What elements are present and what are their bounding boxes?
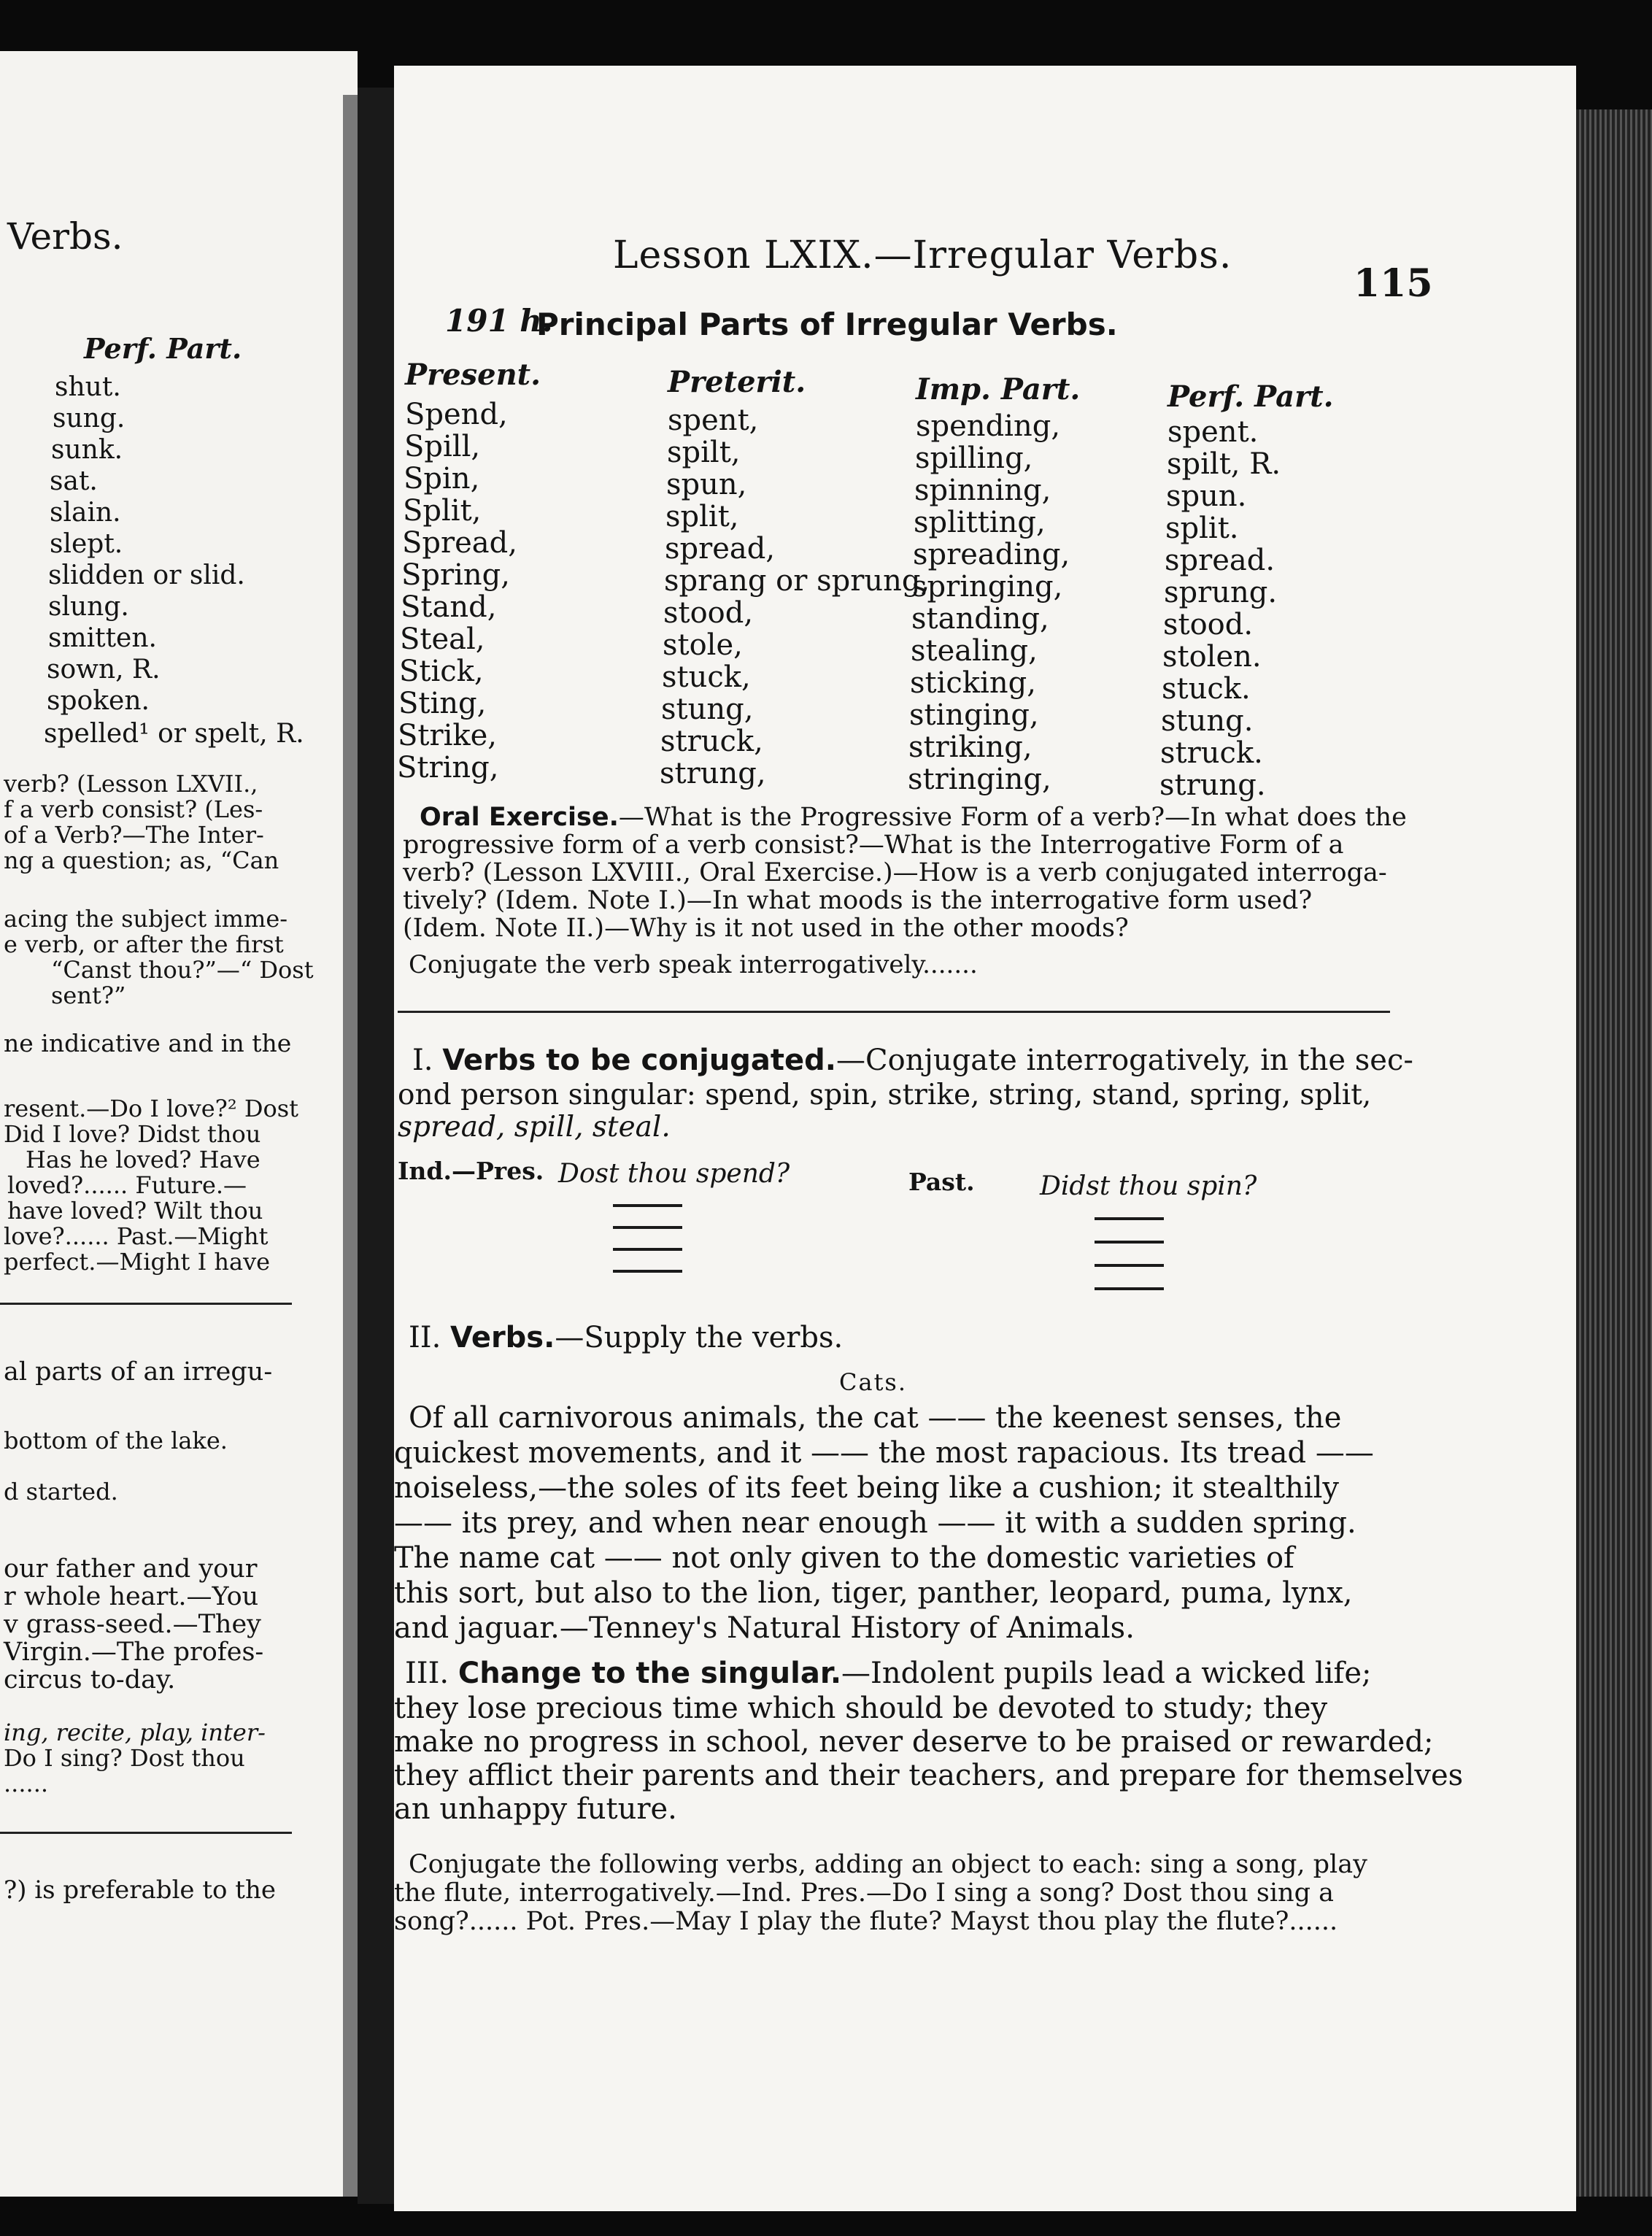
left-text-line: d started.: [4, 1478, 118, 1506]
left-text-line: sent?”: [51, 982, 126, 1009]
left-perf-part: sung.: [53, 404, 126, 433]
cats-paragraph-line: this sort, but also to the lion, tiger, panther, leopard, puma, lynx,: [394, 1576, 1353, 1610]
left-text-line: Do I sing? Dost thou: [4, 1744, 245, 1772]
exercise-2-title: Verbs.: [450, 1321, 555, 1354]
oral-exercise-line: [420, 803, 1407, 832]
answer-blank: [613, 1248, 682, 1251]
verb-table-cell: stole,: [663, 628, 743, 662]
left-text-line: Has he loved? Have: [26, 1146, 260, 1173]
verb-table-cell: Spill,: [404, 430, 481, 463]
verb-table-cell: Strike,: [398, 719, 498, 752]
left-text-line: have loved? Wilt thou: [7, 1197, 263, 1225]
verb-table-cell: spilt,: [667, 436, 741, 469]
left-text-line: of a Verb?—The Inter-: [4, 821, 264, 849]
ind-pres-label: Ind.—Pres.: [398, 1157, 544, 1185]
verb-table-cell: sticking,: [910, 666, 1036, 700]
left-text-line: resent.—Do I love?² Dost: [4, 1095, 299, 1122]
final-paragraph-line: the flute, interrogatively.—Ind. Pres.—Do I sing a song? Dost thou sing a: [394, 1878, 1334, 1908]
left-perf-part: spelled¹ or spelt, R.: [44, 719, 304, 749]
left-perf-part: smitten.: [48, 623, 157, 653]
left-text-line: Did I love? Didst thou: [4, 1120, 261, 1148]
verb-table-cell: Spread,: [402, 526, 517, 560]
verb-table-cell: spread,: [665, 532, 776, 566]
oral-exercise-line: (Idem. Note II.)—Why is it not used in the other moods?: [403, 914, 1129, 943]
verb-table-cell: sprung.: [1164, 576, 1278, 609]
verb-table-cell: Spring,: [401, 558, 511, 592]
exercise-3-title: Change to the singular.: [458, 1657, 842, 1690]
section-title: Principal Parts of Irregular Verbs.: [536, 307, 1118, 342]
exercise-3-line: an unhappy future.: [394, 1792, 677, 1826]
verb-table-cell: stolen.: [1162, 640, 1262, 674]
verb-table-cell: split.: [1165, 512, 1239, 545]
verb-table-cell: Stand,: [401, 590, 497, 624]
verb-table-cell: strung,: [660, 757, 766, 790]
page-number: 115: [1354, 261, 1433, 306]
exercise-1-numeral: I.: [412, 1044, 433, 1077]
exercise-1-line: spread, spill, steal.: [398, 1111, 671, 1144]
verb-table-cell: stealing,: [911, 634, 1038, 668]
conjugate-speak-line: Conjugate the verb speak interrogatively.......: [409, 950, 978, 979]
final-paragraph-line: song?...... Pot. Pres.—May I play the flute? Mayst thou play the flute?......: [394, 1907, 1338, 1936]
left-column-head: Perf. Part.: [84, 332, 242, 365]
section-divider: [398, 1011, 1390, 1013]
exercise-2-instruction: —Supply the verbs.: [555, 1321, 844, 1354]
exercise-1-text: —Conjugate interrogatively, in the sec-: [836, 1044, 1413, 1077]
exercise-2-subtitle: Cats.: [839, 1368, 908, 1396]
verb-table-cell: spun,: [666, 468, 747, 501]
verb-table-cell: stinging,: [909, 698, 1039, 732]
left-text-line: f a verb consist? (Les-: [4, 795, 263, 823]
oral-exercise-text: —What is the Progressive Form of a verb?—In what does the: [618, 803, 1407, 832]
verb-table-cell: spending,: [916, 409, 1061, 443]
verb-table-cell: spilt, R.: [1167, 447, 1281, 481]
left-text-line: “Canst thou?”—“ Dost: [51, 956, 314, 984]
left-text-line: loved?...... Future.—: [7, 1171, 247, 1199]
exercise-2-numeral: II.: [409, 1321, 441, 1354]
exercise-1-line: ond person singular: spend, spin, strike, string, stand, spring, split,: [398, 1079, 1372, 1111]
verb-table-cell: stood.: [1163, 608, 1254, 641]
verb-table-cell: spent,: [668, 404, 759, 437]
left-text-line: e verb, or after the first: [4, 930, 284, 958]
exercise-1-heading: [412, 1044, 1413, 1077]
past-example: Didst thou spin?: [1040, 1171, 1257, 1201]
exercise-3-numeral: III.: [405, 1657, 449, 1690]
col-head-present: Present.: [405, 358, 541, 392]
cats-paragraph-line: noiseless,—the soles of its feet being like a cushion; it stealthily: [394, 1471, 1339, 1505]
verb-table-cell: split,: [665, 500, 739, 533]
oral-exercise-line: verb? (Lesson LXVIII., Oral Exercise.)—How is a verb conjugated interroga-: [403, 858, 1387, 887]
left-divider: [0, 1832, 292, 1834]
col-head-preterit: Preterit.: [668, 365, 806, 399]
left-perf-part: spoken.: [47, 686, 150, 716]
verb-table-cell: stringing,: [908, 763, 1051, 796]
left-perf-part: sown, R.: [47, 655, 161, 685]
oral-exercise-line: progressive form of a verb consist?—What is the Interrogative Form of a: [403, 830, 1344, 860]
verb-table-cell: striking,: [908, 730, 1032, 764]
verb-table-cell: String,: [397, 751, 499, 784]
verb-table-cell: spinning,: [914, 474, 1051, 507]
exercise-3-line: they afflict their parents and their teachers, and prepare for themselves: [394, 1759, 1464, 1792]
cats-paragraph-line: and jaguar.—Tenney's Natural History of Animals.: [394, 1611, 1135, 1645]
left-heading: Verbs.: [7, 215, 123, 258]
verb-table-cell: stuck.: [1162, 672, 1251, 706]
verb-table-cell: spun.: [1166, 479, 1247, 513]
verb-table-cell: springing,: [912, 570, 1063, 604]
exercise-3-text: —Indolent pupils lead a wicked life;: [841, 1657, 1372, 1690]
exercise-2-heading: [409, 1321, 843, 1354]
verb-table-cell: standing,: [911, 602, 1049, 636]
past-label: Past.: [908, 1168, 975, 1196]
left-perf-part: slidden or slid.: [48, 560, 245, 590]
left-perf-part: slept.: [50, 529, 123, 559]
exercise-3-line: make no progress in school, never deserve to be praised or rewarded;: [394, 1725, 1434, 1759]
left-text-line: our father and your: [4, 1554, 258, 1584]
left-text-line: ng a question; as, “Can: [4, 847, 279, 874]
verb-table-cell: spilling,: [915, 442, 1033, 475]
left-text-line: bottom of the lake.: [4, 1427, 228, 1454]
verb-table-cell: spent.: [1167, 415, 1259, 449]
left-text-line: perfect.—Might I have: [4, 1248, 271, 1276]
page-edges: [1576, 109, 1652, 2197]
verb-table-cell: spread.: [1165, 544, 1275, 577]
final-paragraph-line: Conjugate the following verbs, adding an object to each: sing a song, play: [409, 1850, 1367, 1879]
verb-table-cell: strung.: [1159, 768, 1266, 802]
cats-paragraph-line: Of all carnivorous animals, the cat —— the keenest senses, the: [409, 1401, 1342, 1435]
col-head-perf-part: Perf. Part.: [1167, 379, 1334, 414]
left-text-line: circus to-day.: [4, 1665, 176, 1695]
cats-paragraph-line: —— its prey, and when near enough —— it with a sudden spring.: [394, 1506, 1356, 1540]
book-gutter: [358, 88, 394, 2204]
book-gutter-shadow: [343, 95, 358, 2197]
verb-table-cell: Spin,: [404, 462, 480, 496]
verb-table-cell: struck,: [660, 725, 763, 758]
left-text-line: al parts of an irregu-: [4, 1357, 273, 1387]
answer-blank: [1095, 1241, 1164, 1244]
ind-pres-example: Dost thou spend?: [558, 1159, 790, 1189]
left-page: [0, 51, 358, 2197]
left-perf-part: slung.: [48, 592, 129, 622]
left-text-line: verb? (Lesson LXVII.,: [4, 770, 258, 798]
verb-table-cell: sprang or sprung,: [664, 564, 930, 598]
verb-table-cell: Split,: [403, 494, 482, 528]
right-page: [394, 66, 1576, 2211]
verb-table-cell: stung,: [661, 693, 754, 726]
verb-table-cell: Stick,: [399, 655, 484, 688]
left-text-line: ing, recite, play, inter-: [4, 1719, 266, 1746]
col-head-imp-part: Imp. Part.: [916, 372, 1081, 406]
left-text-line: ne indicative and in the: [4, 1029, 292, 1057]
verb-table-cell: Steal,: [400, 622, 485, 656]
oral-exercise-line: tively? (Idem. Note I.)—In what moods is the interrogative form used?: [403, 886, 1313, 915]
left-text-line: love?...... Past.—Might: [4, 1222, 269, 1250]
answer-blank: [1095, 1287, 1164, 1290]
verb-table-cell: Spend,: [405, 398, 508, 431]
verb-table-cell: splitting,: [914, 506, 1046, 539]
page-header-title: Lesson LXIX.—Irregular Verbs.: [613, 234, 1232, 277]
verb-table-cell: Sting,: [398, 687, 487, 720]
left-text-line: r whole heart.—You: [4, 1582, 259, 1611]
left-text-line: ?) is preferable to the: [4, 1875, 276, 1905]
cats-paragraph-line: The name cat —— not only given to the domestic varieties of: [394, 1541, 1294, 1575]
left-text-line: acing the subject imme-: [4, 905, 288, 933]
section-number: 191 h.: [445, 303, 553, 339]
answer-blank: [1095, 1217, 1164, 1220]
left-perf-part: sat.: [50, 466, 98, 496]
answer-blank: [613, 1270, 682, 1273]
left-perf-part: shut.: [55, 372, 121, 402]
exercise-1-title: Verbs to be conjugated.: [442, 1044, 836, 1077]
cats-paragraph-line: quickest movements, and it —— the most rapacious. Its tread ——: [394, 1436, 1374, 1470]
verb-table-cell: spreading,: [913, 538, 1070, 571]
verb-table-cell: stood,: [663, 596, 754, 630]
oral-exercise-label: Oral Exercise.: [420, 803, 619, 832]
left-perf-part: sunk.: [51, 435, 123, 465]
exercise-3-line: they lose precious time which should be devoted to study; they: [394, 1692, 1328, 1725]
answer-blank: [1095, 1264, 1164, 1267]
left-text-line: ......: [4, 1770, 49, 1797]
left-perf-part: slain.: [50, 498, 121, 528]
verb-table-cell: stuck,: [662, 660, 751, 694]
answer-blank: [613, 1204, 682, 1207]
left-text-line: v grass-seed.—They: [4, 1610, 261, 1639]
left-divider: [0, 1303, 292, 1305]
exercise-3-heading: [405, 1657, 1372, 1690]
verb-table-cell: struck.: [1160, 736, 1263, 770]
verb-table-cell: stung.: [1161, 704, 1254, 738]
answer-blank: [613, 1226, 682, 1229]
left-text-line: Virgin.—The profes-: [4, 1638, 264, 1667]
